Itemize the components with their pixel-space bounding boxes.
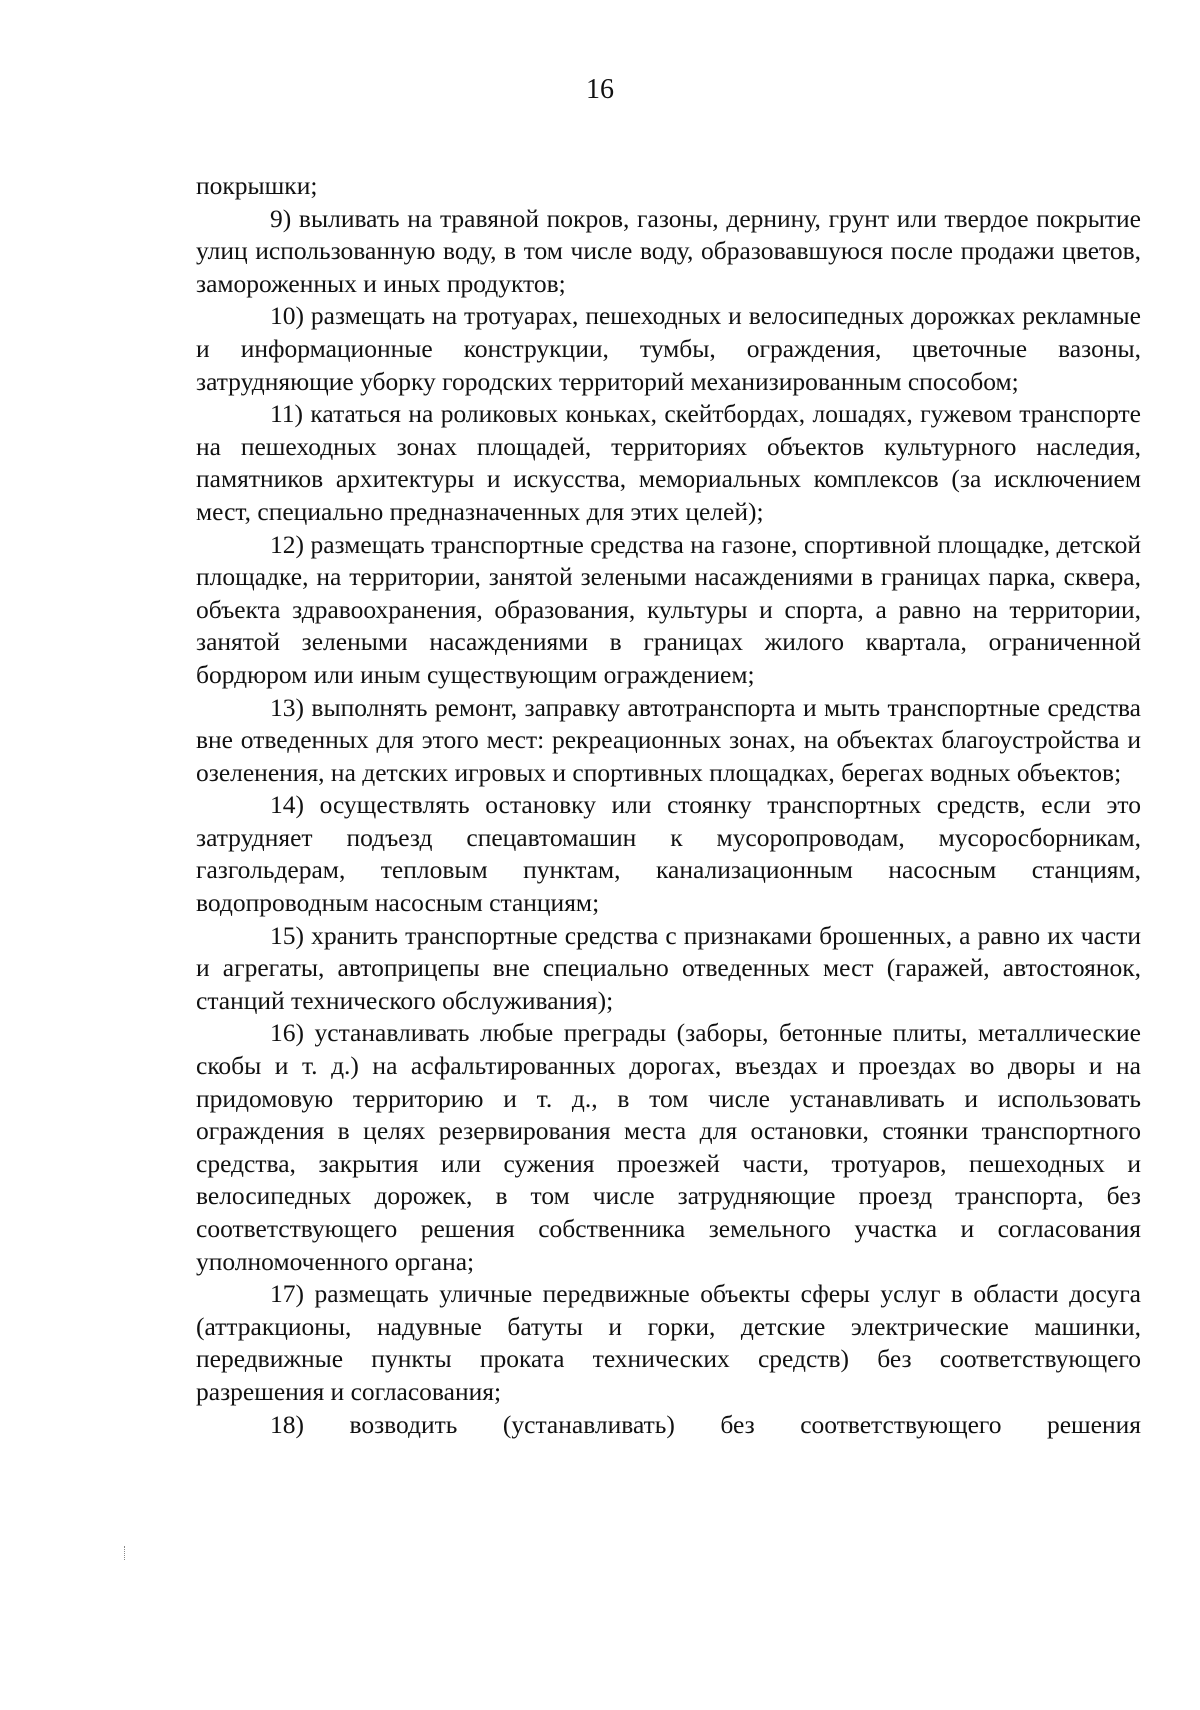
paragraph-item-16: 16) устанавливать любые преграды (заборы, бетонные плиты, металлические скобы и т. д.) на асфальтированных дорогах, въездах и проездах во дворы и на придомовую территорию и т. д., в том числе устанавливать и использовать ограждения в целях резервирования места для остановки, стоянки транспортного средства, закрытия или сужения проезжей части, тротуаров, пешеходных и велосипедных дорожек, в том числе затрудняющие проезд транспорта, без соответствующего решения собственника земельного участка и согласования уполномоченного органа;: [196, 1018, 1141, 1276]
paragraph-item-11: 11) кататься на роликовых коньках, скейтбордах, лошадях, гужевом транспорте на пешеходных зонах площадей, территориях объектов культурного наследия, памятников архитектуры и искусства, мемориальных комплексов (за исключением мест, специально предназначенных для этих целей);: [196, 399, 1141, 526]
paragraph-item-17: 17) размещать уличные передвижные объекты сферы услуг в области досуга (аттракционы, надувные батуты и горки, детские электрические машинки, передвижные пункты проката технических средств) без соответствующего разрешения и согласования;: [196, 1279, 1141, 1406]
page-number: 16: [586, 74, 614, 105]
document-body: [196, 170, 1141, 1441]
paragraph-item-12: 12) размещать транспортные средства на газоне, спортивной площадке, детской площадке, на территории, занятой зелеными насаждениями в границах парка, сквера, объекта здравоохранения, образования, культуры и спорта, а равно на территории, занятой зелеными насаждениями в границах жилого квартала, ограниченной бордюром или иным существующим ограждением;: [196, 529, 1141, 689]
paragraph-item-13: 13) выполнять ремонт, заправку автотранспорта и мыть транспортные средства вне отведенных для этого мест: рекреационных зонах, на объектах благоустройства и озеленения, на детских игровых и спортивных площадках, берегах водных объектов;: [196, 692, 1141, 787]
paragraph-item-10: 10) размещать на тротуарах, пешеходных и велосипедных дорожках рекламные и информационные конструкции, тумбы, ограждения, цветочные вазоны, затрудняющие уборку городских территорий механизированным способом;: [196, 301, 1141, 396]
paragraph-item-9: 9) выливать на травяной покров, газоны, дернину, грунт или твердое покрытие улиц использованную воду, в том числе воду, образовавшуюся после продажи цветов, замороженных и иных продуктов;: [196, 203, 1141, 298]
paragraph-item-14: 14) осуществлять остановку или стоянку транспортных средств, если это затрудняет подъезд спецавтомашин к мусоропроводам, мусоросборникам, газгольдерам, тепловым пунктам, канализационным насосным станциям, водопроводным насосным станциям;: [196, 790, 1141, 918]
scan-margin-mark: [124, 1546, 129, 1560]
paragraph-item-15: 15) хранить транспортные средства с признаками брошенных, а равно их части и агрегаты, автоприцепы вне специально отведенных мест (гаражей, автостоянок, станций технического обслуживания);: [196, 920, 1141, 1015]
paragraph-item-18: 18) возводить (устанавливать) без соответствующего решения: [270, 1409, 1141, 1439]
paragraph-continuation: покрышки;: [196, 171, 318, 200]
